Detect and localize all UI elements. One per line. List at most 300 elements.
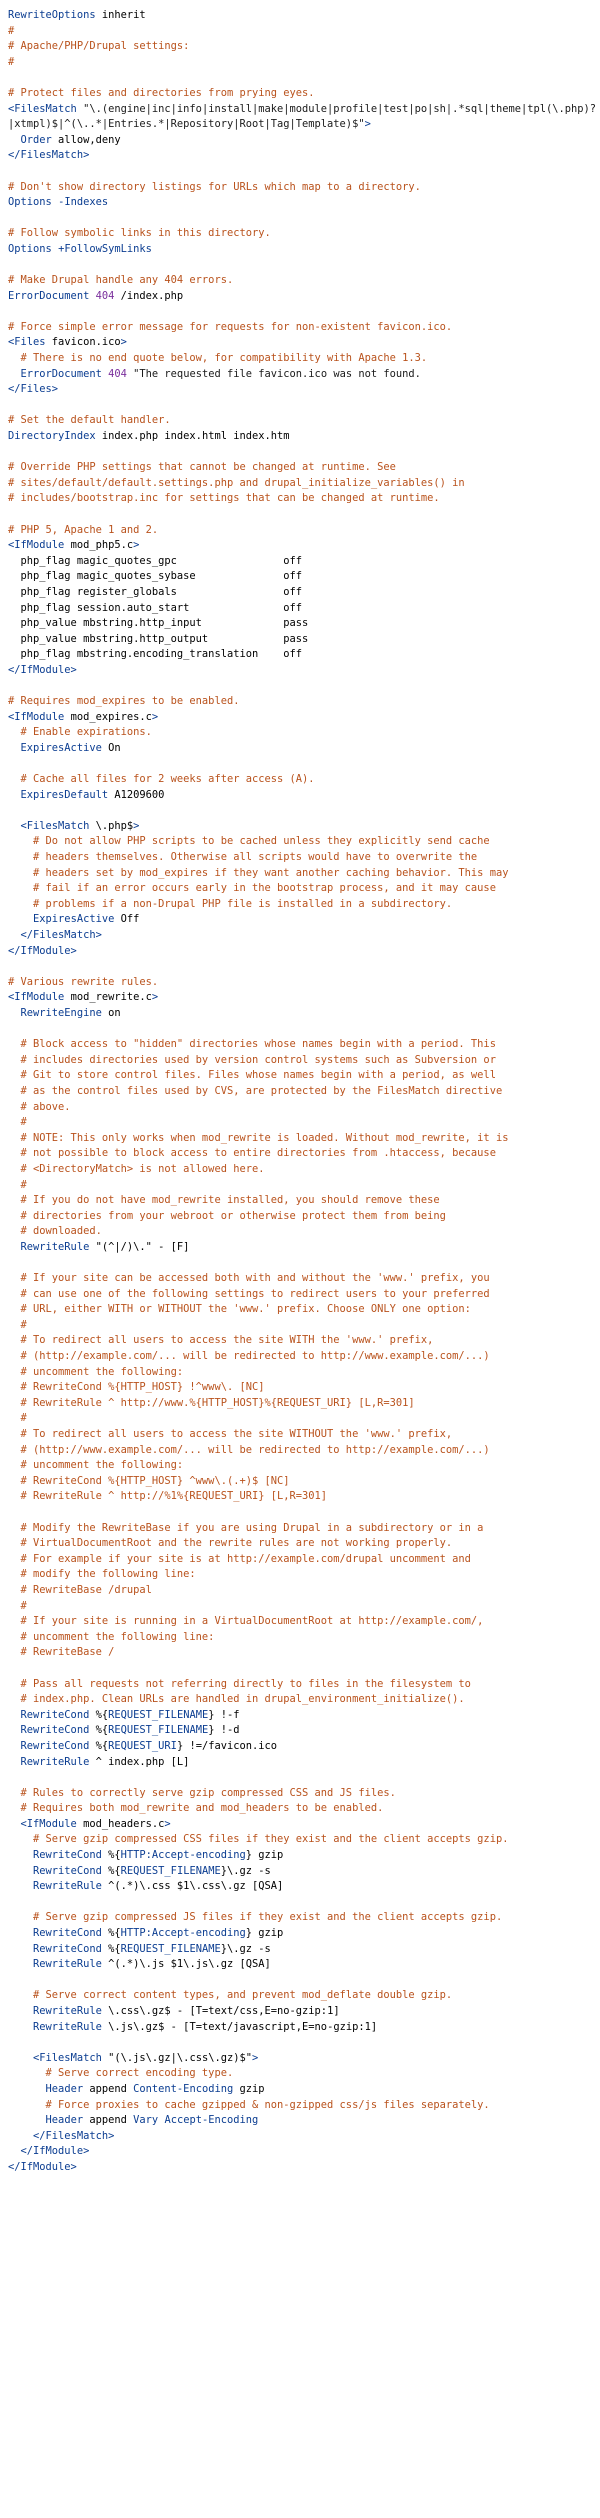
- code-line: [0, 1599, 600, 1615]
- code-line: [0, 944, 600, 960]
- code-token-comment: # Force simple error message for requests for non-existent favicon.ico.: [8, 320, 453, 333]
- code-line: [0, 1723, 600, 1739]
- code-token-text: Off: [114, 913, 140, 926]
- code-token-comment: # Various rewrite rules.: [8, 975, 159, 988]
- code-token-text: [8, 2114, 46, 2126]
- code-token-number: 404: [95, 289, 115, 302]
- code-token-text: [8, 789, 21, 801]
- code-line: [0, 1178, 600, 1194]
- code-line: [0, 351, 600, 367]
- blank-line: [0, 959, 600, 975]
- blank-line: [0, 1661, 600, 1677]
- code-token-text: On: [101, 741, 121, 754]
- code-token-directive: ExpiresActive: [20, 741, 102, 754]
- code-line: [0, 1567, 600, 1583]
- code-token-comment: # uncomment the following:: [8, 1459, 184, 1472]
- code-line: [0, 834, 600, 850]
- blank-line: [0, 679, 600, 695]
- code-token-text: php_value mbstring.http_output pass: [8, 632, 309, 645]
- code-line: [0, 2004, 600, 2020]
- code-token-number: 404: [108, 367, 127, 380]
- code-token-text: A1209600: [108, 788, 165, 801]
- code-token-text: mod_php5.c: [64, 539, 134, 552]
- code-token-tag: </IfModule>: [8, 944, 77, 957]
- code-line: [0, 2098, 600, 2114]
- code-token-directive: RewriteRule: [33, 1880, 102, 1893]
- code-token-comment: # There is no end quote below, for compatibility with Apache 1.3.: [8, 352, 428, 365]
- code-token-text: [8, 368, 21, 380]
- code-token-comment: # PHP 5, Apache 1 and 2.: [8, 523, 159, 536]
- code-token-text: } !-d: [208, 1724, 240, 1737]
- code-line: [0, 335, 600, 351]
- code-token-comment: # Pass all requests not referring directly to files in the filesystem to: [8, 1677, 471, 1690]
- code-token-comment: #: [8, 1412, 27, 1425]
- code-line: [0, 1739, 600, 1755]
- code-token-text: } gzip: [245, 1927, 284, 1940]
- code-token-directive: Options: [8, 196, 52, 209]
- code-line: [0, 881, 600, 897]
- code-line: [0, 2066, 600, 2082]
- code-token-text: [8, 1709, 21, 1721]
- code-token-comment: # Force proxies to cache gzipped & non-gzipped css/js files separately.: [8, 2098, 490, 2111]
- code-token-comment: #: [8, 1318, 27, 1331]
- code-token-text: %{: [89, 1739, 109, 1752]
- code-line: [0, 1318, 600, 1334]
- code-token-directive: REQUEST_FILENAME: [120, 1864, 221, 1877]
- code-line: [0, 788, 600, 804]
- code-token-comment: # headers themselves. Otherwise all scripts would have to overwrite the: [8, 851, 478, 864]
- blank-line: [0, 803, 600, 819]
- code-line: [0, 1692, 600, 1708]
- code-token-directive: Header: [45, 2114, 84, 2127]
- code-token-text: %{: [101, 1942, 121, 1955]
- code-line: [0, 585, 600, 601]
- code-line: [0, 1786, 600, 1802]
- code-line: [0, 1162, 600, 1178]
- code-token-string: "\.(engine|inc|info|install|make|module|profile|test|po|sh|.*sql|theme|tpl(\.php)?: [76, 102, 597, 115]
- code-token-text: php_flag session.auto_start off: [8, 601, 303, 614]
- code-line: [0, 1677, 600, 1693]
- code-line: [0, 1084, 600, 1100]
- code-line: [0, 1443, 600, 1459]
- code-line: [0, 413, 600, 429]
- code-line: [0, 1521, 600, 1537]
- code-token-directive: RewriteRule: [33, 2020, 102, 2033]
- code-token-comment: # as the control files used by CVS, are protected by the FilesMatch directive: [8, 1084, 503, 1097]
- blank-line: [0, 304, 600, 320]
- code-token-comment: # index.php. Clean URLs are handled in drupal_environment_initialize().: [8, 1693, 465, 1706]
- code-token-text: [8, 2021, 33, 2033]
- code-token-comment: # Block access to "hidden" directories whose names begin with a period. This: [8, 1038, 496, 1051]
- code-line: [0, 1333, 600, 1349]
- code-token-tag: <IfModule: [8, 539, 65, 552]
- code-line: [0, 1037, 600, 1053]
- code-line: [0, 1396, 600, 1412]
- code-token-comment: # Modify the RewriteBase if you are using Drupal in a subdirectory or in a: [8, 1521, 484, 1534]
- code-token-directive: ErrorDocument: [20, 367, 102, 380]
- code-token-text: php_flag register_globals off: [8, 585, 303, 598]
- code-token-comment: # Cache all files for 2 weeks after access (A).: [8, 773, 315, 786]
- code-line: [0, 102, 600, 118]
- code-token-comment: # Set the default handler.: [8, 414, 171, 427]
- code-token-text: [8, 1865, 33, 1877]
- code-token-text: [8, 1927, 33, 1939]
- code-token-comment: # URL, either WITH or WITHOUT the 'www.' prefix. Choose ONLY one option:: [8, 1303, 471, 1316]
- code-token-tag: </Files>: [8, 383, 59, 396]
- code-line: [0, 1630, 600, 1646]
- code-token-comment: # To redirect all users to access the site WITHOUT the 'www.' prefix,: [8, 1428, 453, 1441]
- code-token-comment: # above.: [8, 1100, 71, 1113]
- code-token-comment: #: [8, 24, 15, 37]
- code-token-comment: # Requires both mod_rewrite and mod_headers to be enabled.: [8, 1802, 384, 1815]
- code-token-directive: DirectoryIndex: [8, 430, 96, 443]
- blank-line: [0, 398, 600, 414]
- code-token-comment: # Don't show directory listings for URLs which map to a directory.: [8, 180, 421, 193]
- code-token-text: ^(.*)\.css $1\.css\.gz [QSA]: [101, 1880, 284, 1893]
- code-line: [0, 1536, 600, 1552]
- code-line: [0, 523, 600, 539]
- code-token-text: [8, 1849, 33, 1861]
- code-token-directive: ExpiresDefault: [20, 788, 109, 801]
- code-token-text: } !=/favicon.ico: [176, 1739, 278, 1752]
- code-token-text: php_flag magic_quotes_sybase off: [8, 570, 303, 583]
- code-token-tag: <FilesMatch: [33, 2051, 102, 2064]
- code-line: [0, 1068, 600, 1084]
- code-token-tag: >: [252, 2051, 259, 2064]
- code-line: [0, 1755, 600, 1771]
- code-line: [0, 273, 600, 289]
- code-token-comment: # fail if an error occurs early in the bootstrap process, and it may cause: [8, 882, 496, 895]
- code-token-comment: # If your site can be accessed both with and without the 'www.' prefix, you: [8, 1272, 490, 1285]
- code-token-comment: # Rules to correctly serve gzip compressed CSS and JS files.: [8, 1786, 396, 1799]
- code-line: [0, 663, 600, 679]
- code-token-comment: # Serve gzip compressed CSS files if they exist and the client accepts gzip.: [8, 1833, 509, 1846]
- code-token-text: \.js\.gz$ - [T=text/javascript,E=no-gzip:1]: [101, 2020, 378, 2033]
- code-token-text: %{: [101, 1864, 121, 1877]
- code-token-comment: # Protect files and directories from prying eyes.: [8, 86, 315, 99]
- code-line: [0, 647, 600, 663]
- code-token-directive: RewriteCond: [33, 1849, 102, 1862]
- code-token-text: "(^|/)\." - [F]: [89, 1240, 190, 1253]
- code-token-directive: RewriteCond: [33, 1942, 102, 1955]
- code-line: [0, 367, 600, 383]
- code-line: [0, 2082, 600, 2098]
- code-line: [0, 1957, 600, 1973]
- code-token-text: append: [83, 2082, 134, 2095]
- code-token-text: [8, 742, 21, 754]
- code-line: [0, 1801, 600, 1817]
- blank-line: [0, 164, 600, 180]
- code-line: [0, 1832, 600, 1848]
- code-token-text: /index.php: [114, 289, 184, 302]
- code-line: [0, 320, 600, 336]
- code-token-comment: # For example if your site is at http://example.com/drupal uncomment and: [8, 1552, 471, 1565]
- code-token-text: [8, 1740, 21, 1752]
- code-token-comment: # RewriteBase /: [8, 1646, 115, 1659]
- code-token-directive: Accept-Encoding: [164, 2114, 259, 2127]
- code-line: [0, 850, 600, 866]
- code-token-directive: RewriteRule: [33, 1958, 102, 1971]
- code-token-tag: <IfModule: [20, 1817, 77, 1830]
- code-line: [0, 538, 600, 554]
- code-line: [0, 24, 600, 40]
- code-token-comment: # can use one of the following settings to redirect users to your preferred: [8, 1287, 490, 1300]
- code-line: [0, 429, 600, 445]
- code-token-comment: # RewriteCond %{HTTP_HOST} !^www\. [NC]: [8, 1381, 265, 1394]
- code-line: [0, 897, 600, 913]
- code-token-directive: REQUEST_URI: [108, 1739, 177, 1752]
- code-token-text: [8, 820, 21, 832]
- code-line: [0, 2113, 600, 2129]
- blank-line: [0, 1505, 600, 1521]
- code-token-comment: # RewriteBase /drupal: [8, 1583, 152, 1596]
- blank-line: [0, 1770, 600, 1786]
- code-token-comment: # (http://www.example.com/... will be redirected to http://example.com/...): [8, 1443, 490, 1456]
- code-token-comment: #: [8, 1599, 27, 1612]
- code-line: [0, 1349, 600, 1365]
- code-token-text: gzip: [233, 2082, 265, 2095]
- code-token-comment: # RewriteRule ^ http://%1%{REQUEST_URI} [L,R=301]: [8, 1490, 328, 1503]
- code-line: [0, 772, 600, 788]
- code-token-text: }\.gz -s: [220, 1864, 271, 1877]
- code-token-comment: # Apache/PHP/Drupal settings:: [8, 40, 190, 53]
- code-token-comment: # Make Drupal handle any 404 errors.: [8, 274, 234, 287]
- code-token-directive: REQUEST_FILENAME: [108, 1724, 209, 1737]
- code-token-comment: #: [8, 1116, 27, 1129]
- code-line: [0, 1489, 600, 1505]
- code-line: [0, 1053, 600, 1069]
- code-line: [0, 975, 600, 991]
- code-line: [0, 1427, 600, 1443]
- code-token-text: [8, 929, 21, 941]
- code-line: [0, 2129, 600, 2145]
- code-token-comment: # RewriteCond %{HTTP_HOST} ^www\.(.+)$ [NC]: [8, 1474, 290, 1487]
- code-token-directive: REQUEST_FILENAME: [120, 1942, 221, 1955]
- code-token-tag: >: [151, 991, 159, 1004]
- code-line: [0, 1240, 600, 1256]
- blank-line: [0, 757, 600, 773]
- code-line: [0, 1224, 600, 1240]
- code-token-directive: HTTP:Accept-encoding: [120, 1849, 246, 1862]
- code-token-text: [8, 1818, 21, 1830]
- code-token-directive: Options: [8, 242, 52, 255]
- code-line: [0, 289, 600, 305]
- code-token-comment: # uncomment the following line:: [8, 1630, 215, 1643]
- code-line: [0, 133, 600, 149]
- blank-line: [0, 2035, 600, 2051]
- code-line: [0, 694, 600, 710]
- code-token-directive: RewriteRule: [20, 1240, 90, 1253]
- code-token-tag: >: [133, 539, 140, 552]
- code-line: [0, 476, 600, 492]
- code-token-text: ^(.*)\.js $1\.js\.gz [QSA]: [101, 1958, 271, 1971]
- code-line: [0, 1146, 600, 1162]
- code-token-tag: </IfModule>: [8, 663, 77, 676]
- code-token-text: inherit: [95, 9, 146, 21]
- code-token-text: } !-f: [208, 1708, 240, 1721]
- code-line: [0, 2160, 600, 2176]
- code-line: [0, 1552, 600, 1568]
- code-token-tag: <FilesMatch: [20, 819, 90, 832]
- code-token-comment: # Override PHP settings that cannot be changed at runtime. See: [8, 461, 396, 474]
- blank-line: [0, 445, 600, 461]
- code-line: [0, 1926, 600, 1942]
- code-token-directive: ErrorDocument: [8, 289, 90, 302]
- blank-line: [0, 1895, 600, 1911]
- code-token-text: [8, 2083, 46, 2095]
- code-token-directive: RewriteCond: [20, 1724, 90, 1737]
- code-token-directive: +FollowSymLinks: [58, 242, 152, 255]
- code-line: [0, 1910, 600, 1926]
- code-token-comment: # Requires mod_expires to be enabled.: [8, 695, 240, 708]
- code-token-text: }\.gz -s: [220, 1942, 271, 1955]
- code-line: [0, 725, 600, 741]
- code-line: [0, 554, 600, 570]
- code-line: [0, 148, 600, 164]
- code-token-tag: </FilesMatch>: [8, 149, 90, 162]
- code-line: [0, 1115, 600, 1131]
- code-token-text: } gzip: [245, 1849, 284, 1862]
- code-token-tag: </FilesMatch>: [20, 929, 102, 942]
- code-token-comment: # modify the following line:: [8, 1568, 196, 1581]
- blank-line: [0, 258, 600, 274]
- code-token-text: append: [83, 2114, 134, 2127]
- code-token-text: [8, 134, 21, 146]
- code-line: [0, 1645, 600, 1661]
- code-token-text: \.css\.gz$ - [T=text/css,E=no-gzip:1]: [101, 2005, 340, 2017]
- code-line: [0, 491, 600, 507]
- code-line: [0, 741, 600, 757]
- code-token-comment: # headers set by mod_expires if they want another caching behavior. This may: [8, 866, 509, 879]
- code-token-comment: # includes directories used by version control systems such as Subversion or: [8, 1053, 496, 1066]
- code-token-directive: ExpiresActive: [33, 913, 115, 926]
- code-token-text: favicon.ico: [45, 336, 121, 349]
- code-token-tag: </FilesMatch>: [33, 2129, 115, 2142]
- code-token-tag: >: [133, 819, 140, 832]
- code-line: [0, 195, 600, 211]
- code-token-text: %{: [101, 1927, 121, 1940]
- code-line: [0, 1474, 600, 1490]
- code-token-comment: # VirtualDocumentRoot and the rewrite rules are not working properly.: [8, 1537, 453, 1550]
- code-line: [0, 1193, 600, 1209]
- code-token-text: [8, 1007, 21, 1019]
- code-token-text: \.php$: [89, 819, 134, 832]
- code-token-directive: -Indexes: [58, 196, 109, 209]
- code-token-text: [8, 2052, 33, 2064]
- code-token-directive: RewriteOptions: [8, 9, 96, 21]
- code-token-comment: # downloaded.: [8, 1225, 102, 1238]
- code-line: [0, 1365, 600, 1381]
- code-line: [0, 928, 600, 944]
- code-token-text: php_flag mbstring.encoding_translation off: [8, 648, 303, 661]
- code-token-comment: # Serve correct content types, and prevent mod_deflate double gzip.: [8, 1989, 453, 2002]
- code-line: [0, 1287, 600, 1303]
- code-token-text: mod_rewrite.c: [64, 991, 152, 1004]
- code-token-tag: >: [164, 1817, 171, 1830]
- code-line: [0, 86, 600, 102]
- code-token-comment: # uncomment the following:: [8, 1365, 184, 1378]
- code-token-comment: # To redirect all users to access the site WITH the 'www.' prefix,: [8, 1334, 434, 1347]
- code-line: [0, 616, 600, 632]
- code-token-tag: <Files: [8, 336, 46, 349]
- code-token-text: php_flag magic_quotes_gpc off: [8, 554, 303, 567]
- code-token-text: mod_expires.c: [64, 710, 152, 723]
- code-token-comment: # NOTE: This only works when mod_rewrite is loaded. Without mod_rewrite, it is: [8, 1131, 509, 1144]
- code-token-text: [8, 1880, 33, 1892]
- code-token-directive: RewriteCond: [20, 1739, 90, 1752]
- code-token-comment: # Git to store control files. Files whose names begin with a period, as well: [8, 1069, 496, 1082]
- code-token-text: %{: [89, 1708, 109, 1721]
- code-token-text: [8, 2130, 33, 2142]
- code-token-directive: RewriteRule: [20, 1755, 90, 1768]
- code-token-text: %{: [89, 1724, 109, 1737]
- blank-line: [0, 211, 600, 227]
- code-token-text: index.php index.html index.htm: [95, 430, 290, 443]
- code-token-text: [8, 1943, 33, 1955]
- code-token-text: [8, 1756, 21, 1768]
- code-line: [0, 1302, 600, 1318]
- code-token-tag: <IfModule: [8, 991, 65, 1004]
- code-line: [0, 990, 600, 1006]
- code-token-text: [8, 1241, 21, 1253]
- code-token-tag: <IfModule: [8, 710, 65, 723]
- code-token-text: [8, 1724, 21, 1736]
- code-line: [0, 1411, 600, 1427]
- blank-line: [0, 1256, 600, 1272]
- code-token-directive: Header: [45, 2082, 84, 2095]
- code-token-text: %{: [101, 1849, 121, 1862]
- code-token-comment: #: [8, 1178, 27, 1191]
- code-token-comment: # directories from your webroot or otherwise protect them from being: [8, 1209, 446, 1222]
- code-token-comment: # not possible to block access to entire directories from .htaccess, because: [8, 1147, 496, 1160]
- code-line: [0, 2144, 600, 2160]
- code-token-tag: >: [364, 118, 371, 131]
- blank-line: [0, 507, 600, 523]
- code-line: [0, 1271, 600, 1287]
- code-token-tag: >: [120, 336, 127, 349]
- code-token-directive: RewriteCond: [33, 1864, 102, 1877]
- code-line: [0, 117, 600, 133]
- code-line: [0, 1131, 600, 1147]
- code-token-comment: # Enable expirations.: [8, 726, 152, 739]
- code-token-comment: # Serve correct encoding type.: [8, 2067, 234, 2080]
- code-token-text: mod_headers.c: [76, 1817, 165, 1830]
- code-line: [0, 866, 600, 882]
- code-token-comment: # Do not allow PHP scripts to be cached unless they explicitly send cache: [8, 835, 490, 848]
- code-token-tag: </IfModule>: [8, 2160, 77, 2173]
- code-line: [0, 242, 600, 258]
- code-token-comment: # problems if a non-Drupal PHP file is installed in a subdirectory.: [8, 897, 453, 910]
- code-token-directive: RewriteCond: [20, 1708, 90, 1721]
- code-token-directive: RewriteEngine: [20, 1007, 102, 1019]
- code-token-text: allow,deny: [51, 133, 121, 146]
- code-line: [0, 2051, 600, 2067]
- code-line: [0, 819, 600, 835]
- blank-line: [0, 1022, 600, 1038]
- code-token-tag: <FilesMatch: [8, 102, 77, 115]
- code-token-directive: Content-Encoding: [133, 2082, 234, 2095]
- code-token-comment: # Serve gzip compressed JS files if they exist and the client accepts gzip.: [8, 1911, 503, 1924]
- code-line: [0, 460, 600, 476]
- code-line: [0, 632, 600, 648]
- code-line: [0, 1614, 600, 1630]
- code-line: [0, 39, 600, 55]
- code-line: [0, 1458, 600, 1474]
- code-token-tag: </IfModule>: [20, 2145, 90, 2158]
- code-line: [0, 1708, 600, 1724]
- code-token-text: [8, 1958, 33, 1970]
- code-line: [0, 55, 600, 71]
